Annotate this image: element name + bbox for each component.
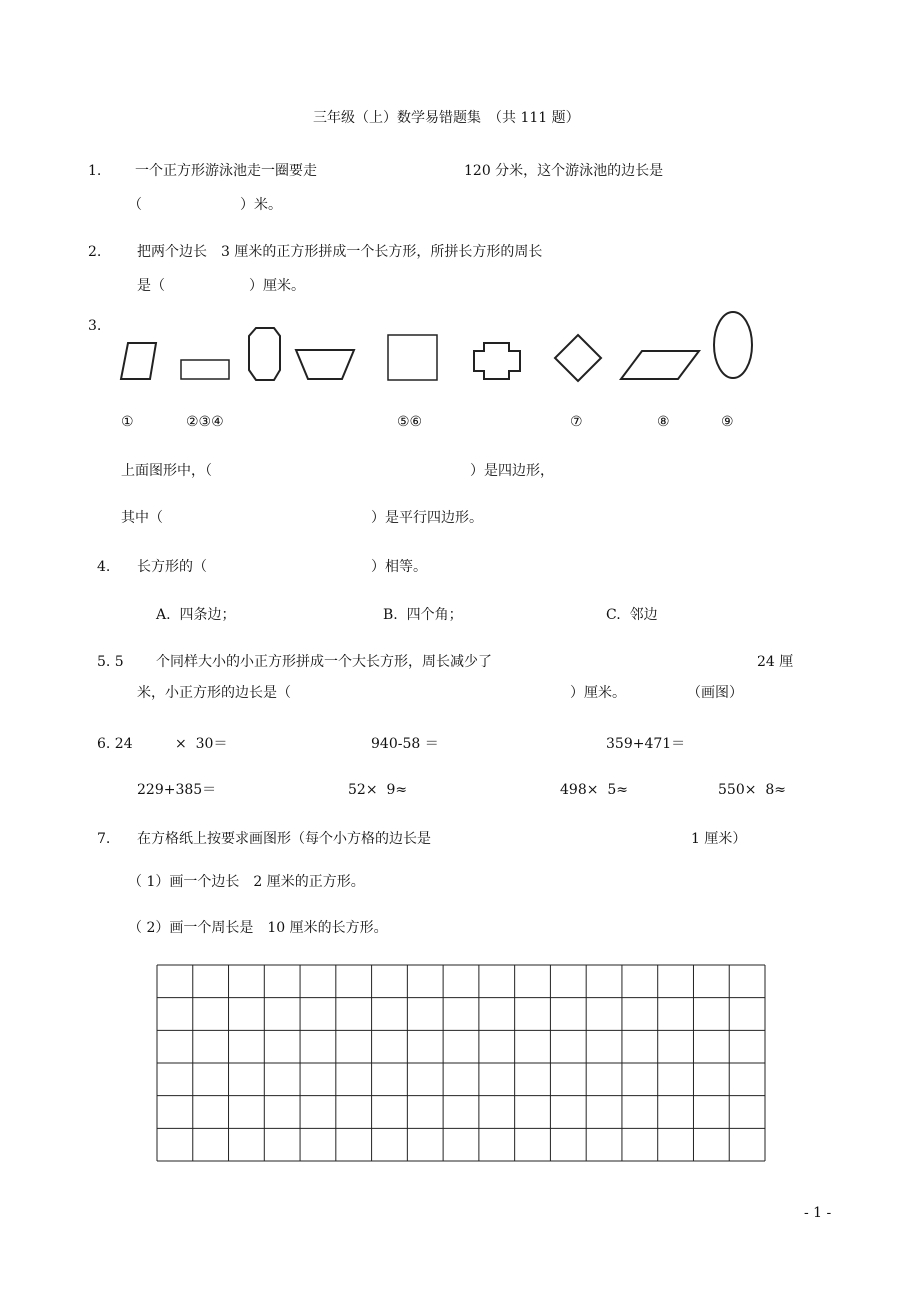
q5-number: 5. 5: [97, 654, 124, 670]
q6-item-5: 52× 9≈: [348, 782, 408, 798]
q2-number: 2.: [88, 244, 102, 260]
q3-label-6: ⑨: [721, 414, 734, 430]
q7-number: 7.: [97, 831, 111, 847]
q4-number: 4.: [97, 559, 111, 575]
q7-stem-b: 1 厘米）: [691, 831, 747, 847]
q2-answer-line: 是（ ）厘米。: [137, 278, 305, 294]
q6-item-2: 940-58 ＝: [371, 736, 439, 752]
q3-label-2: ②③④: [186, 414, 224, 430]
q7-stem-a: 在方格纸上按要求画图形（每个小方格的边长是: [137, 831, 431, 847]
q5-line2-b: ）厘米。: [570, 685, 626, 701]
q3-line1-b: ）是四边形，: [470, 463, 554, 479]
q6-number: 6. 24: [97, 736, 133, 752]
q3-label-4: ⑦: [570, 414, 583, 430]
q6-item-7: 550× 8≈: [718, 782, 786, 798]
q5-line2-a: 米，小正方形的边长是（: [137, 685, 291, 701]
q3-line2-b: ）是平行四边形。: [371, 510, 483, 526]
q3-line1-a: 上面图形中，（: [121, 463, 212, 479]
shape-trapezoid: [296, 350, 354, 379]
q4-option-a: A. 四条边；: [156, 607, 236, 623]
shape-diamond: [555, 335, 601, 381]
q7-sub-2: （ 2）画一个周长是 10 厘米的长方形。: [128, 920, 388, 936]
q6-item-1: × 30＝: [175, 736, 228, 752]
q3-number: 3.: [88, 318, 102, 334]
q3-label-3: ⑤⑥: [397, 414, 423, 430]
q1-answer-line: （ ）米。: [128, 197, 282, 213]
q6-item-6: 498× 5≈: [560, 782, 628, 798]
shape-octagon: [249, 328, 280, 380]
grid-paper[interactable]: [156, 964, 766, 1164]
page-number: - 1 -: [804, 1205, 832, 1221]
q3-label-1: ①: [121, 414, 134, 430]
shape-parallelogram-2: [621, 351, 699, 379]
q5-text-b: 24 厘: [757, 654, 794, 670]
q3-line2-a: 其中（: [121, 510, 163, 526]
q3-label-5: ⑧: [657, 414, 670, 430]
q4-option-c: C. 邻边: [606, 607, 658, 623]
q5-text: 个同样大小的小正方形拼成一个大长方形，周长减少了: [156, 654, 492, 670]
shape-parallelogram-1: [121, 343, 156, 379]
shape-ellipse: [714, 312, 752, 378]
q1-text-b: 120 分米，这个游泳池的边长是: [464, 163, 664, 179]
q6-item-4: 229+385＝: [137, 782, 217, 798]
shape-square: [388, 335, 437, 380]
q4-option-b: B. 四个角；: [383, 607, 463, 623]
page-title: 三年级（上）数学易错题集 （共 111 题）: [313, 110, 580, 126]
q4-stem-a: 长方形的（: [137, 559, 207, 575]
shape-rectangle: [181, 360, 229, 379]
q6-item-3: 359+471＝: [606, 736, 686, 752]
q3-shapes: [0, 300, 920, 400]
q1-text-a: 一个正方形游泳池走一圈要走: [135, 163, 317, 179]
q1-number: 1.: [88, 163, 102, 179]
q5-line2-c: （画图）: [687, 685, 743, 701]
q4-stem-b: ）相等。: [371, 559, 427, 575]
shape-cross: [474, 343, 520, 379]
q7-sub-1: （ 1）画一个边长 2 厘米的正方形。: [128, 874, 365, 890]
q2-text: 把两个边长 3 厘米的正方形拼成一个长方形，所拼长方形的周长: [137, 244, 543, 260]
